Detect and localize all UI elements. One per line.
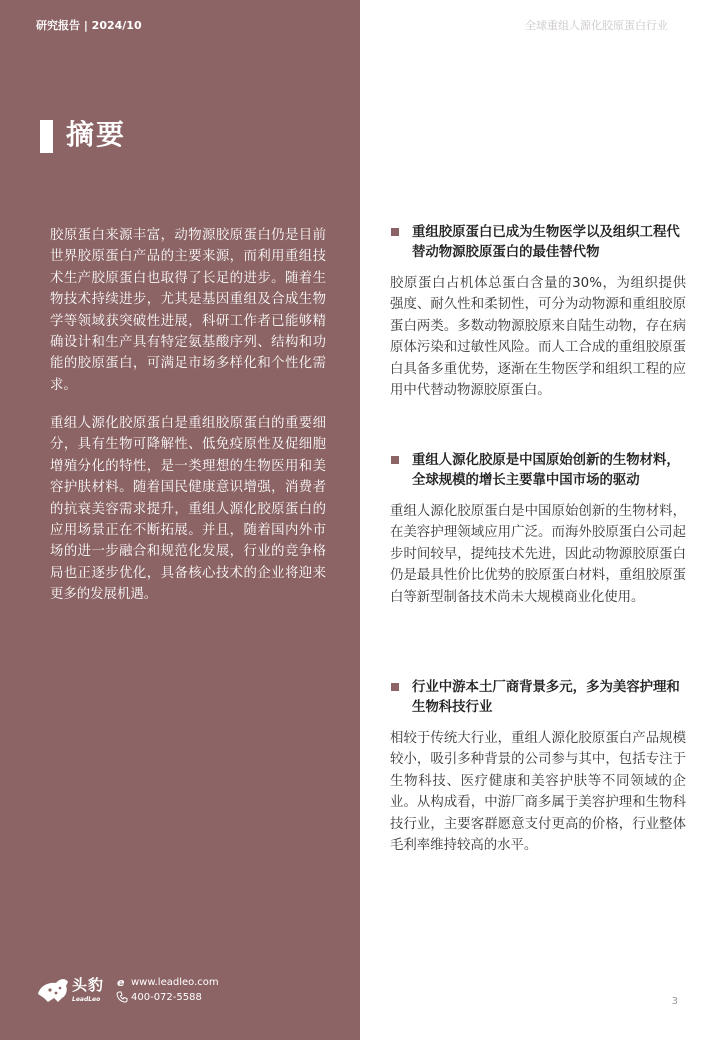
section-body: 重组人源化胶原蛋白是中国原始创新的生物材料，在美容护理领域应用广泛。而海外胶原蛋白公司起步时间较早，提纯技术先进，因此动物源胶原蛋白仍是最具性价比优势的胶原蛋白材料，重组胶原蛋白等新型制备技术尚未大规模商业化使用。: [390, 504, 686, 605]
page-title: 摘要: [66, 118, 127, 151]
website-contact: [116, 976, 219, 988]
phone-contact: [116, 991, 202, 1003]
page-number: 3: [671, 996, 678, 1007]
report-header-title: 全球重组人源化胶原蛋白行业: [525, 19, 668, 32]
summary-paragraph: 重组人源化胶原蛋白是重组胶原蛋白的重要细分，具有生物可降解性、低免疫原性及促细胞增殖分化的特性，是一类理想的生物医用和美容护肤材料。随着国民健康意识增强，消费者的抗衰美容需求提升，重组人源化胶原蛋白的应用场景正在不断拓展。并且，随着国内外市场的进一步融合和规范化发展，行业的竞争格局也正逐步优化，具备核心技术的企业将迎来更多的发展机遇。: [50, 416, 326, 603]
section-body: 胶原蛋白占机体总蛋白含量的30%，为组织提供强度、耐久性和柔韧性，可分为动物源和重组胶原蛋白两类。多数动物源胶原来自陆生动物，存在病原体污染和过敏性风险。而人工合成的重组胶原蛋白具备多重优势，逐渐在生物医学和组织工程的应用中代替动物源胶原蛋白。: [390, 276, 686, 399]
phone-icon: [116, 991, 128, 1003]
section-heading: [390, 223, 686, 263]
square-bullet-icon: [391, 683, 399, 691]
key-finding-section: [390, 223, 686, 401]
section-title: 重组胶原蛋白已成为生物医学以及组织工程代替动物源胶原蛋白的最佳替代物: [412, 225, 680, 260]
section-title: 重组人源化胶原是中国原始创新的生物材料，全球规模的增长主要靠中国市场的驱动: [412, 453, 680, 488]
web-icon: [116, 976, 128, 988]
phone-number: 400-072-5588: [131, 991, 202, 1003]
brand-subtitle: LeadLeo: [72, 996, 101, 1003]
section-heading: [390, 451, 686, 491]
summary-paragraph: 胶原蛋白来源丰富，动物源胶原蛋白仍是目前世界胶原蛋白产品的主要来源，而利用重组技术生产胶原蛋白也取得了长足的进步。随着生物技术持续进步，尤其是基因重组及合成生物学等领域获突破性进展，科研工作者已能够精确设计和生产具有特定氨基酸序列、结构和功能的胶原蛋白，可满足市场多样化和个性化需求。: [50, 228, 326, 393]
key-finding-section: [390, 451, 686, 608]
square-bullet-icon: [391, 228, 399, 236]
website-link[interactable]: www.leadleo.com: [131, 976, 219, 988]
svg-text:e: e: [117, 976, 125, 988]
key-finding-section: [390, 678, 686, 856]
section-body: 相较于传统大行业，重组人源化胶原蛋白产品规模较小，吸引多种背景的公司参与其中，包括专注于生物科技、医疗健康和美容护肤等不同领域的企业。从构成看，中游厂商多属于美容护理和生物科技行业，主要客群愿意支付更高的价格，行业整体毛利率维持较高的水平。: [390, 731, 686, 854]
report-header-label: 研究报告 | 2024/10: [36, 19, 142, 32]
section-title: 行业中游本土厂商背景多元，多为美容护理和生物科技行业: [412, 680, 680, 715]
square-bullet-icon: [391, 456, 399, 464]
title-accent-bar: [40, 120, 53, 153]
section-heading: [390, 678, 686, 718]
brand-name: 头豹: [72, 976, 105, 994]
